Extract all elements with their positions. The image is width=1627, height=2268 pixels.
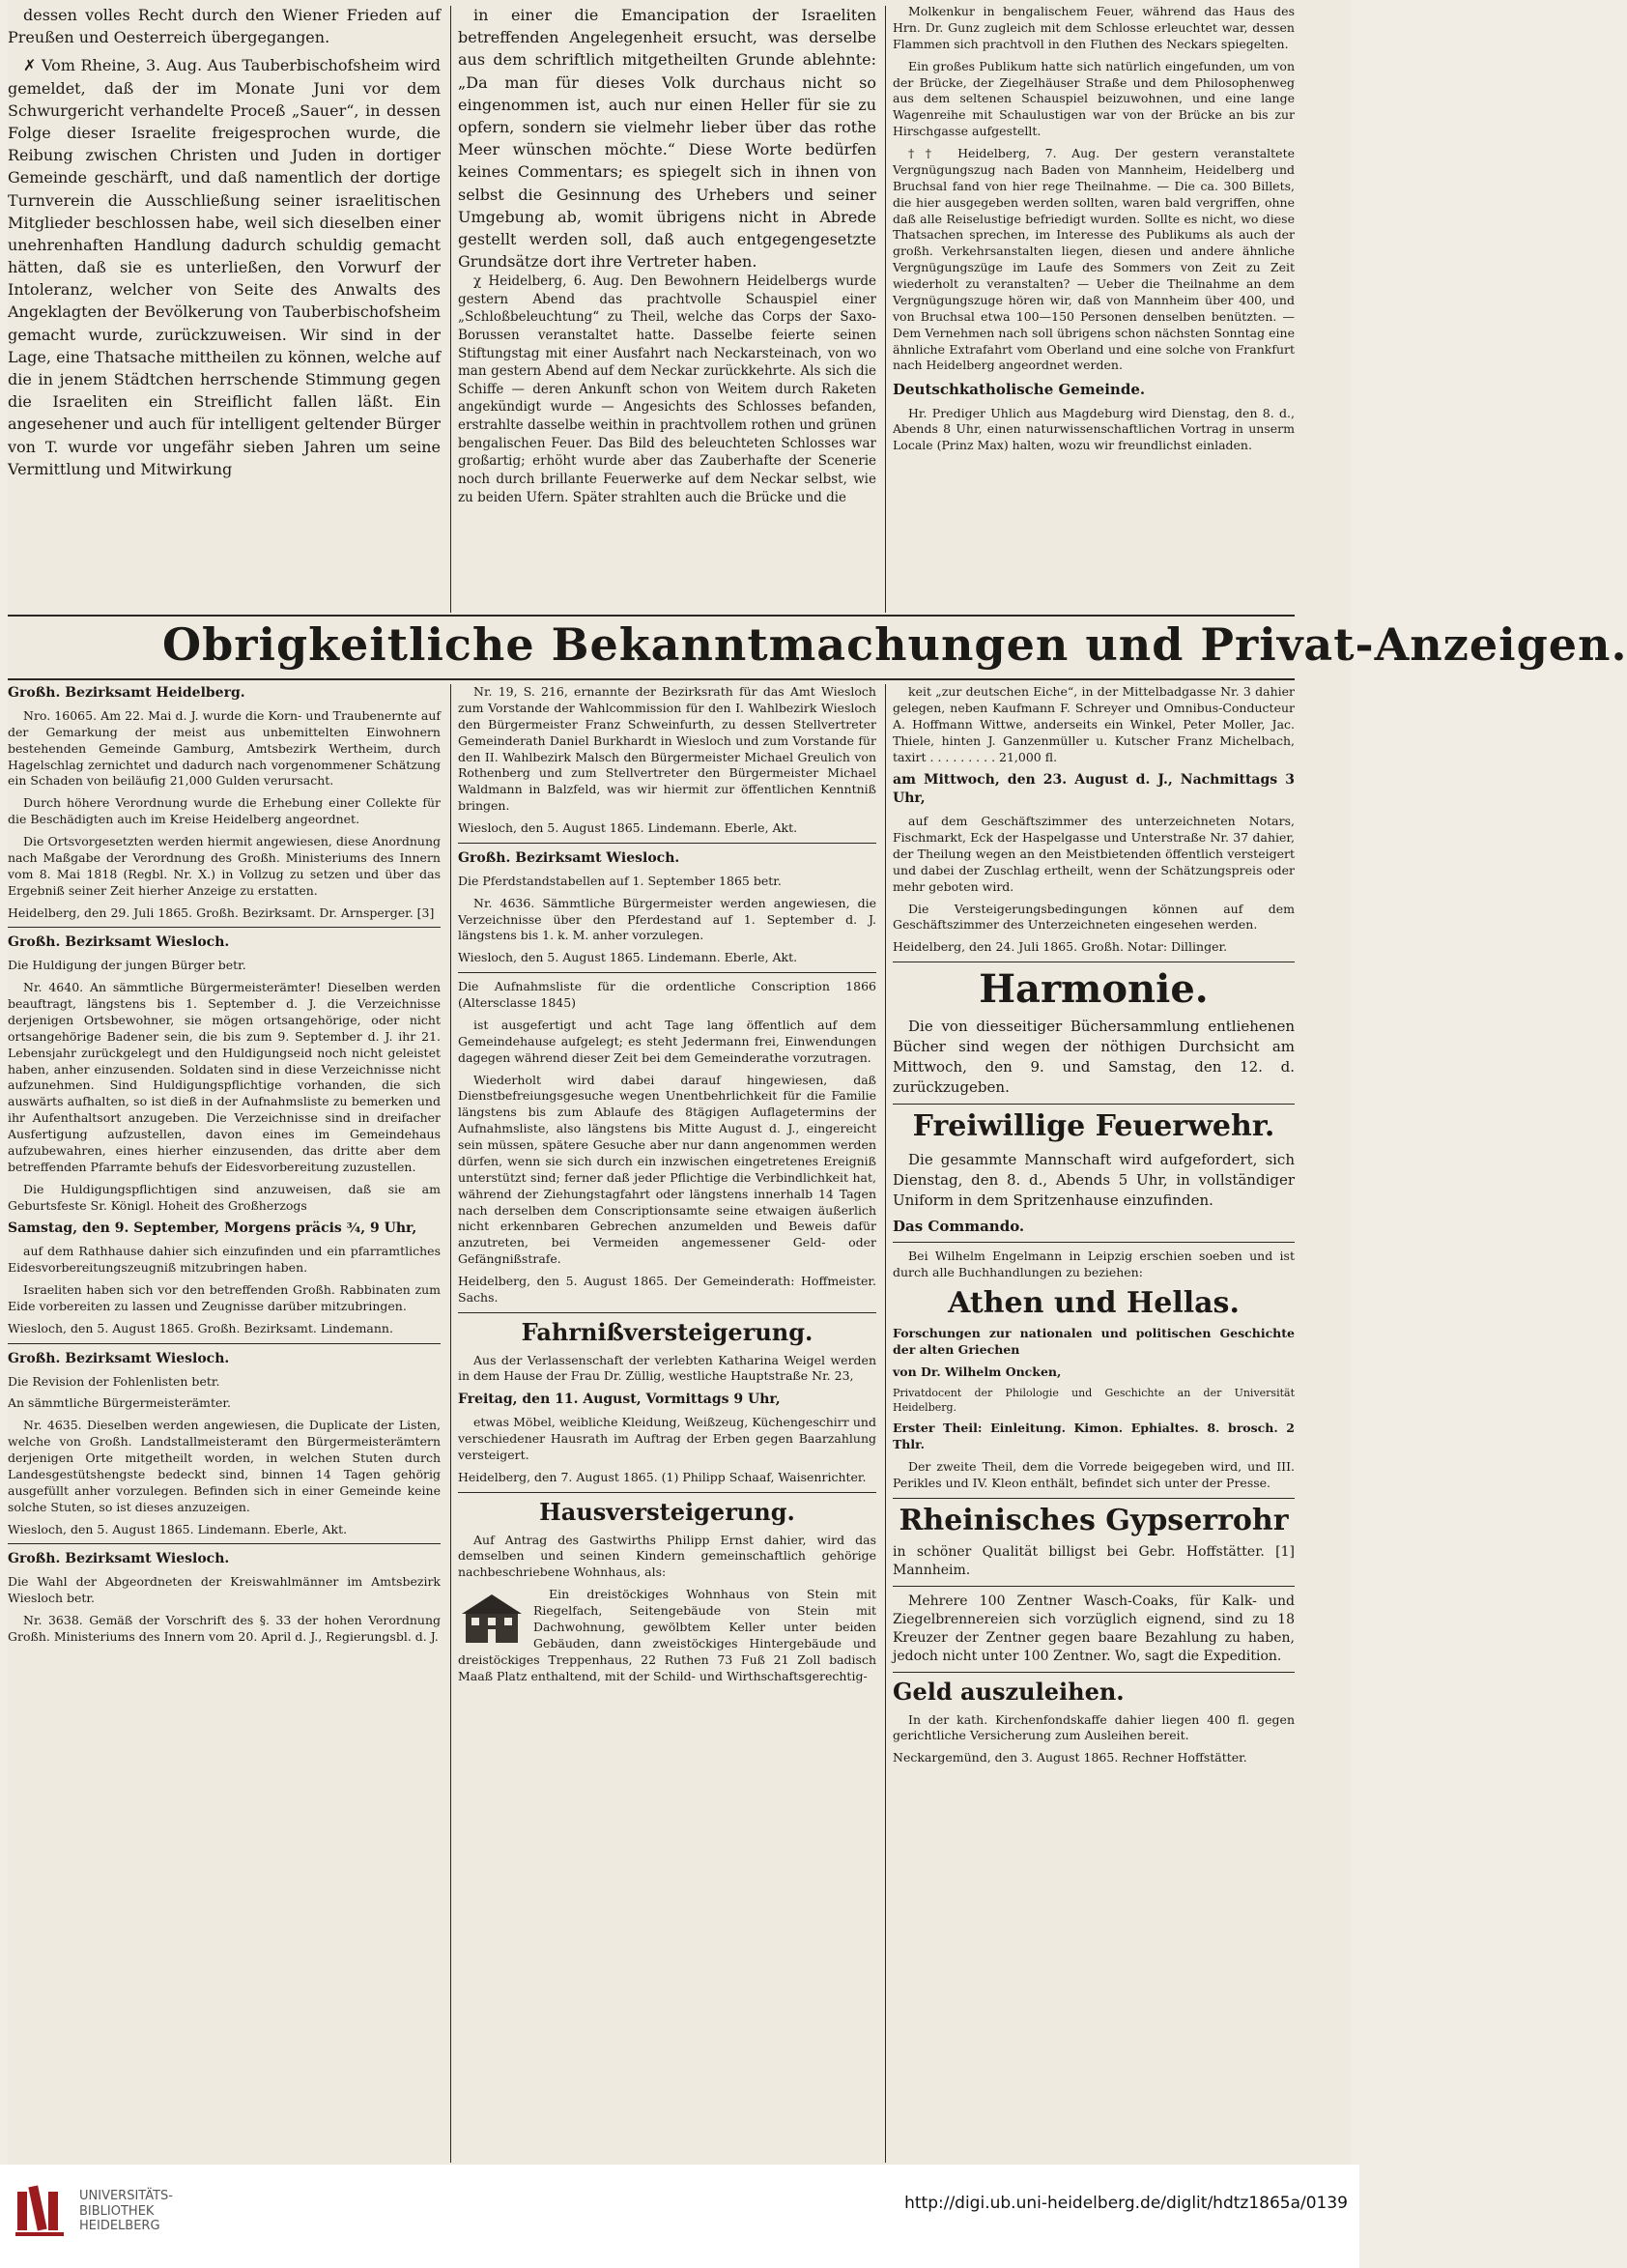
news-paragraph: Molkenkur in bengalischem Feuer, während das Haus des Hrn. Dr. Gunz zugleich mit dem Schlosse erleuchtet war, dessen Flammen sich prachtvoll in den Fluthen des Neckars spiegelten.	[893, 4, 1295, 51]
news-paragraph: dessen volles Recht durch den Wiener Frieden auf Preußen und Oesterreich übergegangen.	[8, 6, 441, 47]
ad-paragraph: Durch höhere Verordnung wurde die Erhebung einer Collekte für die Beschädigten auch im Kreise Heidelberg angeordnet.	[8, 795, 441, 827]
ad-divider	[893, 1586, 1295, 1587]
news-column-1	[8, 4, 441, 611]
ad-date: Freitag, den 11. August, Vormittags 9 Uhr,	[458, 1392, 781, 1408]
ad-divider	[458, 972, 876, 973]
ad-subject: Die Aufnahmsliste für die ordentliche Conscription 1866 (Altersclasse 1845)	[458, 979, 876, 1011]
ad-heading: Großh. Bezirksamt Wiesloch.	[8, 934, 230, 951]
ad-signature: Heidelberg, den 7. August 1865. (1) Philipp Schaaf, Waisenrichter.	[458, 1469, 867, 1484]
ad-paragraph: auf dem Rathhause dahier sich einzufinden und ein pfarramtliches Eidesvorbereitungszeugniß mitzubringen haben.	[8, 1244, 441, 1276]
ad-paragraph: keit „zur deutschen Eiche“, in der Mittelbadgasse Nr. 3 dahier gelegen, neben Kaufmann F. Schreyer und Omnibus-Conducteur A. Hoffmann Wittwe, anderseits ein Winkel, Peter Moller, Jac. Thiele, hinten J. Ganzenmüller u. Kutscher Franz Michelbach, taxirt . . . . . . . . . 21,000 fl.	[893, 684, 1295, 764]
ads-column-3	[893, 684, 1295, 2163]
ad-divider	[893, 1242, 1295, 1243]
ad-paragraph: Die gesammte Mannschaft wird aufgefordert, sich Dienstag, den 8. d., Abends 5 Uhr, in vollständiger Uniform in dem Spritzenhause einzufinden.	[893, 1150, 1295, 1209]
ad-signature: Wiesloch, den 5. August 1865. Lindemann. Eberle, Akt.	[458, 950, 798, 965]
news-paragraph: ✗ Vom Rheine, 3. Aug. Aus Tauberbischofsheim wird gemeldet, daß der im Monate Juni vor dem Schwurgericht verhandelte Proceß „Sauer“, in dessen Folge dieser Israelite freigesprochen wurde, die Reibung zwischen Christen und Juden in dortiger Gemeinde geschärft, und daß namentlich der dortige Turnverein die Ausschließung seiner israelitischen Mitglieder beschlossen habe, weil sich dieselben einer unehrenhaften Handlung dadurch schuldig gemacht hätten, daß sie es unterließen, den Vorwurf der Intoleranz, welcher von Seite des Anwalts des Angeklagten der Bevölkerung von Tauberbischofsheim gemacht wurde, zurückzuweisen. Wir sind in der Lage, eine Thatsache mittheilen zu können, welche auf die in jenem Städtchen herrschende Stimmung gegen die Israeliten ein Streiflicht fallen läßt. Ein angesehener und auch für intelligent geltender Bürger von T. wurde vor ungefähr sieben Jahren um seine Vermittlung und Mitwirkung	[8, 56, 441, 478]
logo-line: UNIVERSITÄTS-	[79, 2189, 173, 2203]
column-rule	[885, 684, 886, 2163]
ad-heading: Großh. Bezirksamt Wiesloch.	[8, 1551, 230, 1567]
ad-paragraph: Die Ortsvorgesetzten werden hiermit angewiesen, diese Anordnung nach Maßgabe der Verordnung des Großh. Ministeriums des Innern vom 8. Mai 1818 (Regbl. Nr. X.) in Vollzug zu setzen und über das Ergebniß seiner Zeit hierher Anzeige zu erstatten.	[8, 834, 441, 898]
ad-heading: Großh. Bezirksamt Heidelberg.	[8, 685, 245, 701]
ad-paragraph: In der kath. Kirchenfondskaffe dahier liegen 400 fl. gegen gerichtliche Versicherung zum Ausleihen bereit.	[893, 1711, 1295, 1743]
logo-line: BIBLIOTHEK	[79, 2203, 155, 2219]
permalink-url[interactable]: http://digi.ub.uni-heidelberg.de/diglit/hdtz1865a/0139	[904, 2194, 1348, 2213]
ad-subject: Die Huldigung der jungen Bürger betr.	[8, 958, 246, 973]
ad-paragraph: Auf Antrag des Gastwirths Philipp Ernst dahier, wird das demselben und seinen Kindern gemeinschaftlich gehörige nachbeschriebene Wohnhaus, als:	[458, 1532, 876, 1580]
ad-heading: Großh. Bezirksamt Wiesloch.	[458, 849, 680, 866]
ad-paragraph: Nr. 4640. An sämmtliche Bürgermeisterämter! Dieselben werden beauftragt, längstens bis 1. September d. J. die Verzeichnisse derjenigen Ortsbewohner, sie mögen ortsangehörige, oder nicht ortsangehörige Badener sein, die bis zum 9. September d. J. ihr 21. Lebensjahr zurückgelegt und den Huldigungseid noch nicht geleistet haben, anher einzusenden. Soldaten sind in diese Verzeichnisse nicht aufzunehmen. Sind Huldigungspflichtige vorhanden, die sich auswärts aufhalten, so ist dieß in der Aufnahmsliste zu bemerken und ihr Aufenthaltsort anzugeben. Die Verzeichnisse sind in dreifacher Ausfertigung aufzustellen, davon eines im Gemeindehaus aufzubewahren, eines hierher einzusenden, das dritte aber dem betreffenden Pfarramte behufs der Eidesvorbereitung zuzustellen.	[8, 980, 441, 1174]
ad-title: Fahrnißversteigerung.	[521, 1317, 814, 1346]
news-column-3	[893, 4, 1295, 613]
ad-paragraph: Privatdocent der Philologie und Geschichte an der Universität Heidelberg.	[893, 1386, 1295, 1414]
ad-paragraph: Wiederholt wird dabei darauf hingewiesen, daß Dienstbefreiungsgesuche wegen Unentbehrlichkeit für die Familie längstens bis zum Ablaufe des 8tägigen Auflagetermins der Aufnahmsliste, also längstens bis Mitte August d. J., eingereicht sein müssen, spätere Gesuche aber nur dann angenommen werden dürfen, wenn sie sich durch ein inzwischen eingetretenes Ereigniß unterstützt sind; ferner daß jeder Pflichtige die Verbindlichkeit hat, während der Ziehungstagfahrt oder längstens innerhalb 14 Tagen nach derselben dem Conscriptionsamte seine etwaigen äußerlich nicht erkennbaren Gebrechen anzumelden und Beweis dafür anzutreten, bei Vermeiden angemessener Geld- oder Gefängnißstrafe.	[458, 1072, 876, 1267]
ads-column-1	[8, 684, 441, 2163]
ad-divider	[893, 1672, 1295, 1673]
ad-paragraph: Nr. 4635. Dieselben werden angewiesen, die Duplicate der Listen, welche von Großh. Landstallmeisteramt den Bürgermeisterämtern derjenigen Orte mitgetheilt worden, in welchen Stuten durch Landesgestütshengste bedeckt sind, binnen 14 Tagen gehörig ausgefüllt anher vorzulegen. Befinden sich in einer Gemeinde keine solche Stuten, so ist dieses anzuzeigen.	[8, 1418, 441, 1514]
news-paragraph: χ Heidelberg, 6. Aug. Den Bewohnern Heidelbergs wurde gestern Abend das prachtvolle Schauspiel einer „Schloßbeleuchtung“ zu Theil, welche das Corps der Saxo-Borussen veranstaltet hatte. Dasselbe feierte seinen Stiftungstag mit einer Ausfahrt nach Neckarsteinach, von wo man gestern Abend auf dem Neckar zurückkehrte. Als sich die Schiffe — deren Ankunft schon von Weitem durch Raketen angekündigt wurde — Angesichts des Schlosses befanden, erstrahlte dasselbe weithin in prachtvollem rothen und grünen bengalischen Feuer. Das Bild des beleuchteten Schlosses war großartig; erhöht wurde aber das Zauberhafte der Scenerie noch durch brillante Feuerwerke auf dem Neckar selbst, wie zu beiden Ufern. Später strahlten auch die Brücke und die	[458, 273, 876, 505]
column-rule	[450, 6, 451, 613]
ad-paragraph: auf dem Geschäftszimmer des unterzeichneten Notars, Fischmarkt, Eck der Haspelgasse und Unterstraße Nr. 37 dahier, der Theilung wegen an den Meistbietenden öffentlich versteigert und dabei der Zuschlag ertheilt, wenn der Schätzungspreis oder mehr geboten wird.	[893, 814, 1295, 894]
ad-title: Harmonie.	[979, 966, 1209, 1013]
ad-divider	[893, 1498, 1295, 1499]
ad-heading: Großh. Bezirksamt Wiesloch.	[8, 1350, 230, 1366]
ad-signature: Heidelberg, den 5. August 1865. Der Gemeinderath: Hoffmeister. Sachs.	[458, 1274, 876, 1305]
ad-paragraph: in schöner Qualität billigst bei Gebr. Hoffstätter. [1] Mannheim.	[893, 1544, 1295, 1579]
ad-date: am Mittwoch, den 23. August d. J., Nachmittags 3 Uhr,	[893, 772, 1295, 807]
ad-divider	[8, 1543, 441, 1544]
ad-subject: Die Revision der Fohlenlisten betr.	[8, 1373, 220, 1389]
ad-signature: Das Commando.	[893, 1217, 1025, 1235]
ad-divider	[458, 1312, 876, 1313]
ad-signature: Wiesloch, den 5. August 1865. Lindemann. Eberle, Akt.	[458, 820, 798, 835]
news-paragraph: in einer die Emancipation der Israeliten betreffenden Angelegenheit ersucht, was derselbe aus dem schriftlich mitgetheilten Grunde ablehnte: „Da man für dieses Volk durchaus nicht so eingenommen ist, auch nur einen Heller für sie zu opfern, sondern sie vielmehr lieber über das rothe Meer wünschen möchte.“ Diese Worte bedürfen keines Commentars; es spiegelt sich in ihnen von selbst die Gesinnung des Urhebers und seiner Umgebung ab, womit übrigens nicht in Abrede gestellt werden soll, daß auch entgegengesetzte Grundsätze dort ihre Vertreter haben.	[458, 6, 876, 272]
column-rule	[885, 6, 886, 613]
ad-paragraph: Die Versteigerungsbedingungen können auf dem Geschäftszimmer des Unterzeichneten eingesehen werden.	[893, 901, 1295, 933]
ad-title: Freiwillige Feuerwehr.	[912, 1109, 1275, 1144]
ad-divider	[458, 843, 876, 844]
ad-signature: Heidelberg, den 29. Juli 1865. Großh. Bezirksamt. Dr. Arnsperger. [3]	[8, 904, 435, 920]
news-paragraph: Hr. Prediger Uhlich aus Magdeburg wird Dienstag, den 8. d., Abends 8 Uhr, einen naturwissenschaftlichen Vortrag in unserm Locale (Prinz Max) halten, wozu wir freundlichst einladen.	[893, 405, 1295, 453]
ad-paragraph: Nr. 4636. Sämmtliche Bürgermeister werden angewiesen, die Verzeichnisse über den Pferdestand auf 1. September d. J. längstens bis 1. k. M. anher vorzulegen.	[458, 895, 876, 943]
ad-paragraph: Bei Wilhelm Engelmann in Leipzig erschien soeben und ist durch alle Buchhandlungen zu beziehen:	[893, 1248, 1295, 1279]
news-column-2b	[458, 273, 876, 613]
ad-date: Samstag, den 9. September, Morgens präcis ¾, 9 Uhr,	[8, 1220, 417, 1237]
newspaper-sheet	[8, 0, 1627, 2165]
ad-paragraph: Erster Theil: Einleitung. Kimon. Ephialtes. 8. brosch. 2 Thlr.	[893, 1421, 1295, 1452]
ad-paragraph: Mehrere 100 Zentner Wasch-Coaks, für Kalk- und Ziegelbrennereien sich vorzüglich eignend, sind zu 18 Kreuzer der Zentner gegen baare Bezahlung zu haben, jedoch nicht unter 100 Zentner. Wo, sagt die Expedition.	[893, 1593, 1295, 1664]
ad-paragraph: Nr. 19, S. 216, ernannte der Bezirksrath für das Amt Wiesloch zum Vorstande der Wahlcommission für den I. Wahlbezirk Wiesloch den Bürgermeister Franz Schweinfurth, zu dessen Stellvertreter Gemeinderath Daniel Burkhardt in Wiesloch und zum Vorstande für den II. Wahlbezirk Malsch den Bürgermeister Michael Greulich von Rothenberg und zum Stellvertreter den Bürgermeister Michael Waldmann in Balzfeld, was wir hiermit zur öffentlichen Kenntniß bringen.	[458, 684, 876, 814]
ad-subject: Die Pferdstandstabellen auf 1. September 1865 betr.	[458, 873, 782, 888]
ad-divider	[458, 1492, 876, 1493]
headline-rule-top	[8, 615, 1295, 617]
ad-signature: Neckargemünd, den 3. August 1865. Rechner Hoffstätter.	[893, 1750, 1247, 1766]
viewer-footer	[0, 2165, 1359, 2268]
logo-line: HEIDELBERG	[79, 2219, 160, 2234]
ad-paragraph: An sämmtliche Bürgermeisterämter.	[8, 1395, 232, 1411]
ad-divider	[8, 1343, 441, 1344]
ad-paragraph: ist ausgefertigt und acht Tage lang öffentlich auf dem Gemeindehause aufgelegt; es steht Jedermann frei, Einwendungen dagegen während dieser Zeit bei dem Gemeinderathe vorzutragen.	[458, 1017, 876, 1065]
ad-title: Hausversteigerung.	[539, 1497, 795, 1526]
section-heading: Deutschkatholische Gemeinde.	[893, 381, 1146, 399]
ad-paragraph: Die von diesseitiger Büchersammlung entliehenen Bücher sind wegen der nöthigen Durchsicht am Mittwoch, den 9. und Samstag, den 12. d. zurückzugeben.	[893, 1018, 1295, 1097]
ad-paragraph: etwas Möbel, weibliche Kleidung, Weißzeug, Küchengeschirr und verschiedener Hausrath im Auftrag der Erben gegen Baarzahlung versteigert.	[458, 1415, 876, 1462]
library-logo-icon	[14, 2182, 71, 2240]
news-column-2	[458, 4, 876, 272]
ad-paragraph: Nr. 3638. Gemäß der Vorschrift des §. 33 der hohen Verordnung Großh. Ministeriums des Innern vom 20. April d. J., Regierungsbl. d. J.	[8, 1613, 441, 1644]
ad-title: Athen und Hellas.	[948, 1285, 1240, 1320]
ads-column-2	[458, 684, 876, 2163]
house-icon	[458, 1591, 526, 1645]
headline-rule-bottom	[8, 678, 1295, 680]
ad-paragraph: Forschungen zur nationalen und politischen Geschichte der alten Griechen	[893, 1326, 1295, 1358]
ad-signature: Wiesloch, den 5. August 1865. Großh. Bezirksamt. Lindemann.	[8, 1320, 393, 1335]
library-logo-text	[79, 2189, 173, 2234]
house-description: Ein dreistöckiges Wohnhaus von Stein mit Riegelfach, Seitengebäude von Stein mit Dachwohnung, gewölbtem Keller unter beiden Gebäuden, dann zweistöckiges Hintergebäude und dreistöckiges Treppenhaus, 22 Ruthen 73 Fuß 21 Zoll badisch Maaß Platz enthaltend, mit der Schild- und Wirthschaftsgerechtig-	[458, 1587, 876, 1683]
ad-paragraph: Nro. 16065. Am 22. Mai d. J. wurde die Korn- und Traubenernte auf der Gemarkung der meist aus unbemittelten Einwohnern bestehenden Gemeinde Gamburg, Amtsbezirk Wertheim, durch Hagelschlag zernichtet und dadurch nach vorgenommener Schätzung ein Schaden von beiläufig 21,000 Gulden verursacht.	[8, 707, 441, 789]
news-paragraph: Ein großes Publikum hatte sich natürlich eingefunden, um von der Brücke, der Ziegelhäuser Straße und dem Philosophenweg aus dem seltenen Schauspiel beizuwohnen, und eine lange Wagenreihe mit Schaulustigen war von der Brücke an bis zur Hirschgasse aufgestellt.	[893, 58, 1295, 139]
section-headline: Obrigkeitliche Bekanntmachungen und Privat-Anzeigen.	[162, 618, 1627, 671]
ad-signature: Heidelberg, den 24. Juli 1865. Großh. Notar: Dillinger.	[893, 939, 1228, 955]
ad-paragraph: Israeliten haben sich vor den betreffenden Großh. Rabbinaten zum Eide vorbereiten zu lassen und Zeugnisse darüber mitzubringen.	[8, 1282, 441, 1313]
column-rule	[450, 684, 451, 2163]
ad-signature: Wiesloch, den 5. August 1865. Lindemann. Eberle, Akt.	[8, 1521, 348, 1536]
ad-paragraph: von Dr. Wilhelm Oncken,	[893, 1364, 1062, 1379]
ad-paragraph: Aus der Verlassenschaft der verlebten Katharina Weigel werden in dem Hause der Frau Dr. Züllig, westliche Hauptstraße Nr. 23,	[458, 1352, 876, 1384]
ad-title: Rheinisches Gypserrohr	[899, 1503, 1289, 1537]
news-paragraph: †† Heidelberg, 7. Aug. Der gestern veranstaltete Vergnügungszug nach Baden von Mannheim, Heidelberg und Bruchsal fand von hier rege Theilnahme. — Die ca. 300 Billets, die hier ausgegeben werden sollten, waren bald vergriffen, ohne daß alle Reiselustige befriedigt wurden. Sollte es nicht, wo diese Thatsachen sprechen, im Interesse des Publikums als auch der großh. Verkehrsanstalten liegen, diesen und andere ähnliche Vergnügungszüge im Laufe des Sommers von Zeit zu Zeit wiederholt zu veranstalten? — Ueber die Theilnahme an dem Vergnügungszuge hören wir, daß von Mannheim über 400, und von Bruchsal etwa 100—150 Personen denselben benützten. — Dem Vernehmen nach soll übrigens schon nächsten Sonntag eine ähnliche Extrafahrt vom Oberland und eine solche von Frankfurt nach Heidelberg angeordnet werden.	[893, 146, 1295, 373]
ad-paragraph	[458, 1587, 876, 1684]
ad-title: Geld auszuleihen.	[893, 1677, 1125, 1706]
ad-divider	[893, 1104, 1295, 1105]
ad-divider	[8, 927, 441, 928]
ad-paragraph: Die Huldigungspflichtigen sind anzuweisen, daß sie am Geburtsfeste Sr. Königl. Hoheit des Großherzogs	[8, 1181, 441, 1213]
ad-paragraph: Der zweite Theil, dem die Vorrede beigegeben wird, und III. Perikles und IV. Kleon enthält, befindet sich unter der Presse.	[893, 1459, 1295, 1491]
ad-subject: Die Wahl der Abgeordneten der Kreiswahlmänner im Amtsbezirk Wiesloch betr.	[8, 1574, 441, 1606]
